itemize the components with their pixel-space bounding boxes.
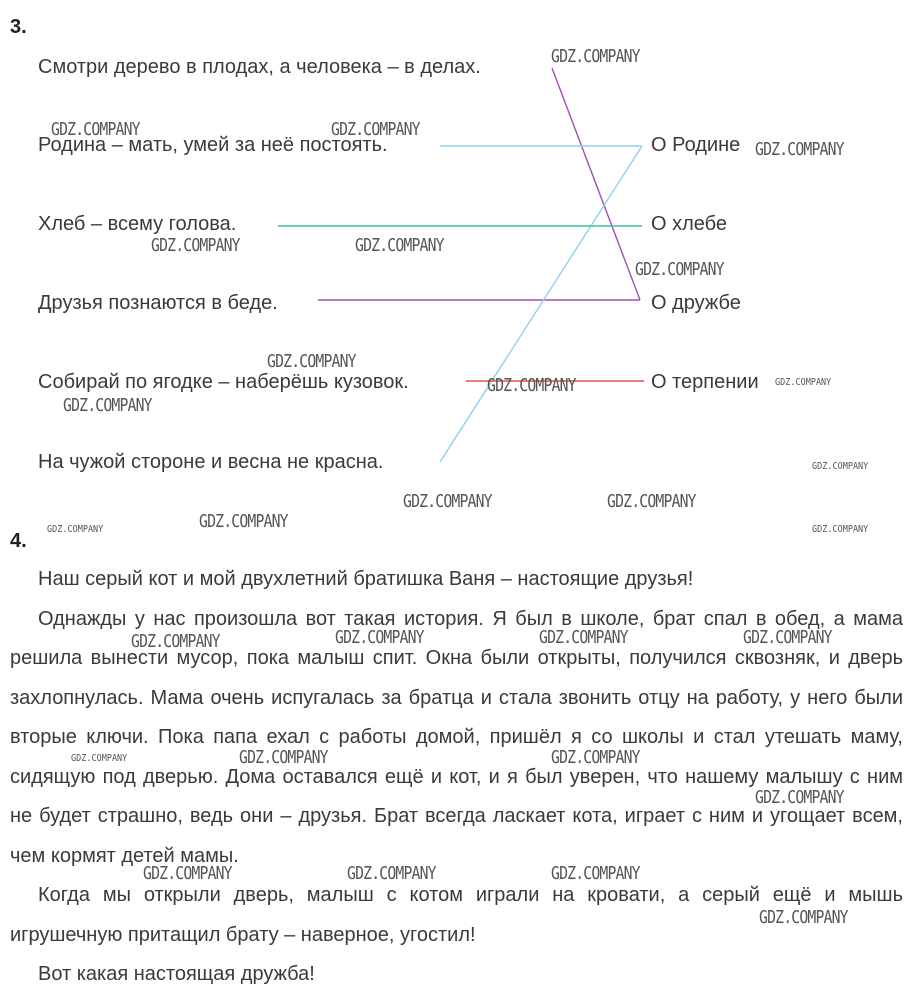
- category-bread: О хлебе: [651, 213, 728, 235]
- category-patience: О терпении: [651, 371, 759, 393]
- category-friendship: О дружбе: [651, 292, 741, 314]
- watermark: GDZ.COMPANY: [755, 139, 844, 160]
- watermark: GDZ.COMPANY: [487, 375, 576, 396]
- watermark: GDZ.COMPANY: [151, 235, 240, 256]
- watermark: GDZ.COMPANY: [51, 119, 140, 140]
- proverb-1: Смотри дерево в плодах, а человека – в делах.: [38, 56, 481, 78]
- watermark: GDZ.COMPANY: [743, 627, 832, 648]
- watermark: GDZ.COMPANY: [143, 863, 232, 884]
- watermark: GDZ.COMPANY: [775, 377, 832, 388]
- task-3-number: 3.: [10, 16, 27, 38]
- task-4-number: 4.: [10, 530, 27, 552]
- watermark: GDZ.COMPANY: [551, 863, 640, 884]
- proverb-4: Друзья познаются в беде.: [38, 292, 278, 314]
- watermark: GDZ.COMPANY: [63, 395, 152, 416]
- watermark: GDZ.COMPANY: [635, 259, 724, 280]
- story-paragraph: Однажды у нас произошла вот такая история. Я был в школе, брат спал в обед, а мама решила вынести мусор, пока малыш спит. Окна были открыты, получился сквозняк, и дверь захлопнулась. Мама очень испугалась за братца и стала звонить отцу на работу, у него были вторые ключи. Пока папа ехал с работы домой, пришёл я со школы и стал утешать маму, сидящую под дверью. Дома оставался ещё и кот, и я был уверен, что нашему малышу с ним не будет страшно, ведь они – друзья. Брат всегда ласкает кота, играет с ним и угощает всем, чем кормят детей мамы.: [10, 607, 903, 867]
- watermark: GDZ.COMPANY: [759, 907, 848, 928]
- watermark: GDZ.COMPANY: [551, 747, 640, 768]
- watermark: GDZ.COMPANY: [71, 753, 128, 764]
- watermark: GDZ.COMPANY: [331, 119, 420, 140]
- story-paragraph: Когда мы открыли дверь, малыш с котом играли на кровати, а серый ещё и мышь игрушечную притащил брату – наверное, угостил!: [10, 884, 903, 946]
- watermark: GDZ.COMPANY: [539, 627, 628, 648]
- watermark: GDZ.COMPANY: [47, 524, 104, 535]
- watermark: GDZ.COMPANY: [403, 491, 492, 512]
- story-paragraph: Вот какая настоящая дружба!: [38, 963, 315, 985]
- line-proverb6-homeland: [440, 146, 642, 462]
- watermark: GDZ.COMPANY: [755, 787, 844, 808]
- watermark: GDZ.COMPANY: [812, 524, 869, 535]
- proverb-3: Хлеб – всему голова.: [38, 213, 237, 235]
- proverb-2: Родина – мать, умей за неё постоять.: [38, 134, 388, 156]
- watermark: GDZ.COMPANY: [199, 511, 288, 532]
- watermark: GDZ.COMPANY: [551, 46, 640, 67]
- watermark: GDZ.COMPANY: [335, 627, 424, 648]
- proverb-6: На чужой стороне и весна не красна.: [38, 451, 384, 473]
- story-paragraph: Наш серый кот и мой двухлетний братишка Ваня – настоящие друзья!: [38, 568, 694, 590]
- watermark: GDZ.COMPANY: [347, 863, 436, 884]
- watermark: GDZ.COMPANY: [812, 461, 869, 472]
- watermark: GDZ.COMPANY: [239, 747, 328, 768]
- proverb-5: Собирай по ягодке – наберёшь кузовок.: [38, 371, 409, 393]
- watermark: GDZ.COMPANY: [131, 631, 220, 652]
- watermark: GDZ.COMPANY: [607, 491, 696, 512]
- watermark: GDZ.COMPANY: [267, 351, 356, 372]
- story-text: [10, 560, 903, 995]
- watermark: GDZ.COMPANY: [355, 235, 444, 256]
- category-homeland: О Родине: [651, 134, 741, 156]
